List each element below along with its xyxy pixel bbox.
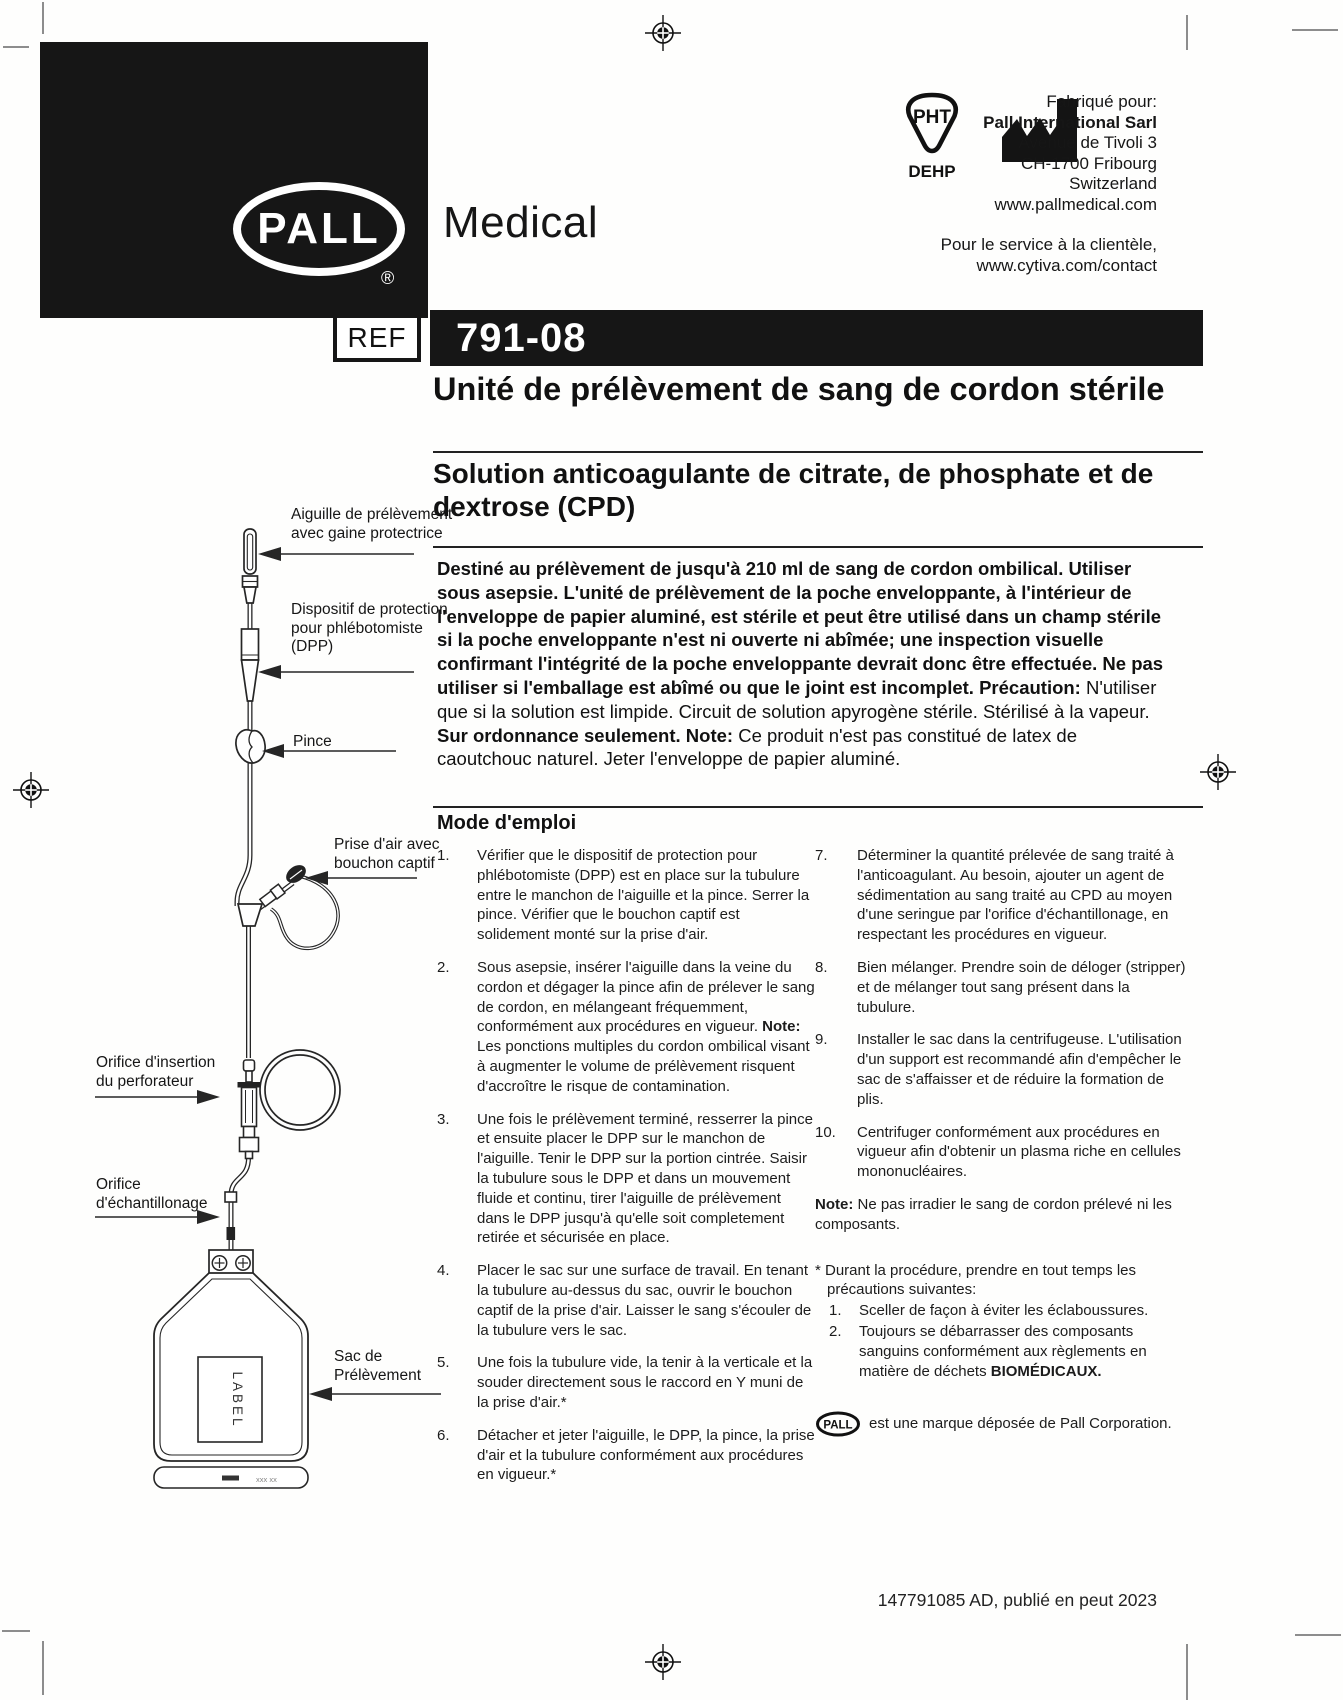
address-line: Switzerland bbox=[1069, 174, 1157, 193]
footnote-item bbox=[815, 1322, 1187, 1381]
footnote-number: 1. bbox=[829, 1302, 842, 1320]
label-needle: Aiguille de prélèvement avec gaine protectrice bbox=[291, 506, 453, 542]
footnote-block bbox=[815, 1261, 1187, 1382]
step-number: 1. bbox=[437, 847, 450, 864]
irradiation-note: Note: Ne pas irradier le sang de cordon prélevé ni les composants. bbox=[815, 1195, 1172, 1233]
dpp-device bbox=[242, 629, 259, 701]
instruction-step bbox=[437, 1353, 815, 1412]
footnote-text: Toujours se débarrasser des composants sanguins conformément aux règlements en matière de déchets BIOMÉDICAUX. bbox=[859, 1322, 1147, 1380]
pall-logo-text: PALL bbox=[257, 204, 381, 253]
note-label: Note: bbox=[685, 724, 734, 746]
air-vent bbox=[259, 861, 309, 907]
pall-oval-logo bbox=[233, 182, 405, 276]
manufacturer-address-block bbox=[857, 92, 1157, 276]
ref-number: 791-08 bbox=[456, 315, 587, 360]
biomedical-bold: BIOMÉDICAUX. bbox=[990, 1362, 1102, 1380]
customer-service-line: Pour le service à la clientèle, bbox=[940, 235, 1157, 254]
step-number: 6. bbox=[437, 1426, 450, 1444]
instruction-step bbox=[437, 1426, 815, 1485]
step-number: 5. bbox=[437, 1354, 450, 1372]
bag-code-text: xxx xx bbox=[256, 1475, 277, 1484]
registration-mark-icon bbox=[12, 771, 50, 809]
y-junction bbox=[238, 904, 262, 926]
tubing-coil bbox=[260, 1050, 340, 1130]
manufacturer-website: www.pallmedical.com bbox=[994, 194, 1157, 214]
customer-service-url: www.cytiva.com/contact bbox=[976, 255, 1157, 275]
instructions-column-left bbox=[437, 846, 815, 1498]
address-line: Avenue de Tivoli 3 bbox=[1018, 133, 1157, 152]
made-for-line: Fabriqué pour: bbox=[1046, 92, 1157, 111]
divider bbox=[433, 806, 1203, 808]
precaution-label: Précaution: bbox=[979, 676, 1081, 698]
label-sampling-port: Orifice d'échantillonage bbox=[96, 1176, 208, 1212]
step-text: Une fois la tubulure vide, la tenir à la verticale et la souder directement sous le raccord en Y muni de la prise d'air.* bbox=[477, 1354, 813, 1411]
trim-mark bbox=[42, 1641, 44, 1695]
step-text: Centrifuger conformément aux procédures en vigueur afin d'obtenir un plasma riche en cellules mononucléaires. bbox=[857, 1123, 1181, 1181]
trim-mark bbox=[1186, 15, 1188, 50]
footnote-text: Sceller de façon à éviter les éclaboussures. bbox=[859, 1302, 1149, 1320]
note-text: Ce produit n'est pas constitué de latex de caoutchouc naturel. Jeter l'enveloppe de papier aluminé. bbox=[437, 724, 1078, 770]
step-text: Déterminer la quantité prélevée de sang traité à l'anticoagulant. Au besoin, ajouter un agent de sédimentation au sang traité au CPD au moyen d'une seringue par l'orifice d'échantillonage, en respectant les procédures en vigueur. bbox=[857, 847, 1174, 944]
product-title: Unité de prélèvement de sang de cordon stérile bbox=[433, 371, 1165, 407]
step-text: Sous asepsie, insérer l'aiguille dans la veine du cordon et dégager la pince afin de prélever le sang de cordon, en mélangeant fréquemment, conformément aux procédures en vigueur. Note: Les ponctions multiples du cordon ombilical visant à augmenter le volume de prélèvement risquent d'accroître le risque de contamination. bbox=[477, 958, 815, 1095]
product-subtitle: Solution anticoagulante de citrate, de phosphate et de dextrose (CPD) bbox=[433, 458, 1154, 522]
footnote-number: 2. bbox=[829, 1322, 842, 1340]
trademark-text: est une marque déposée de Pall Corporation. bbox=[869, 1415, 1172, 1433]
ref-symbol-box: REF bbox=[333, 314, 421, 362]
step-number: 3. bbox=[437, 1110, 450, 1128]
dehp-label: DEHP bbox=[908, 162, 956, 181]
brand-suffix: Medical bbox=[443, 198, 599, 247]
ref-number-bar bbox=[430, 310, 1203, 366]
step-number: 9. bbox=[815, 1031, 828, 1049]
trim-mark bbox=[2, 1630, 30, 1632]
footnote-item bbox=[815, 1301, 1187, 1321]
instruction-step bbox=[815, 1030, 1187, 1109]
collection-bag bbox=[154, 1250, 308, 1488]
pall-small-logo-text: PALL bbox=[823, 1419, 853, 1432]
instruction-step bbox=[815, 958, 1187, 1017]
instruction-step bbox=[437, 958, 815, 1097]
registered-trademark-symbol: ® bbox=[381, 268, 395, 288]
step-text: Installer le sac dans la centrifugeuse. L'utilisation d'un support est recommandé afin d'empêcher le sac de s'affaisser et de réduire la formation de plis. bbox=[857, 1031, 1182, 1108]
trim-mark bbox=[1295, 1634, 1341, 1636]
instruction-step bbox=[815, 846, 1187, 945]
step-number: 4. bbox=[437, 1262, 450, 1280]
step-number: 2. bbox=[437, 958, 450, 976]
manufacturer-name: Pall International Sarl bbox=[983, 112, 1157, 132]
label-air-vent: Prise d'air avec bouchon captif bbox=[334, 836, 440, 872]
spike-port bbox=[238, 1060, 261, 1159]
document-number: 147791085 AD, publié en peut 2023 bbox=[877, 1590, 1157, 1610]
label-clamp: Pince bbox=[293, 733, 332, 750]
instruction-step bbox=[437, 1110, 815, 1249]
step-text: Placer le sac sur une surface de travail. En tenant la tubulure au-dessus du sac, ouvrir le bouchon captif de la prise d'air. Laisser le sang s'écouler de la tubulure vers le sac. bbox=[477, 1262, 812, 1339]
instructions-column-right bbox=[815, 846, 1187, 1437]
precaution-text: N'utiliser que si la solution est limpide. Circuit de solution apyrogène stérile. Stérilisé à la vapeur. bbox=[437, 676, 1157, 722]
instruction-step bbox=[437, 1261, 815, 1340]
step-text: Une fois le prélèvement terminé, resserrer la pince et ensuite placer le DPP sur le manchon de l'aiguille. Tenir le DPP sur la portion cintrée. Saisir la tubulure sous le DPP et dans un mouvement fluide et continu, tirer l'aiguille de prélèvement dans le DPP jusqu'à qu'elle soit completement retirée et sécurisée en place. bbox=[477, 1110, 813, 1247]
rx-only-text: Sur ordonnance seulement. bbox=[437, 724, 686, 746]
registration-mark-icon bbox=[644, 14, 682, 52]
registration-mark-icon bbox=[644, 1643, 682, 1681]
pall-small-oval-icon bbox=[815, 1411, 861, 1437]
pall-logo-box bbox=[40, 42, 428, 318]
label-spike-port: Orifice d'insertion du perforateur bbox=[96, 1054, 216, 1090]
trim-mark bbox=[42, 2, 44, 34]
trademark-line bbox=[815, 1411, 1187, 1437]
label-collection-bag: Sac de Prélèvement bbox=[334, 1348, 422, 1384]
trim-mark bbox=[3, 46, 29, 48]
bag-label-text: LABEL bbox=[230, 1371, 245, 1429]
label-dpp: Dispositif de protection pour phlébotomiste (DPP) bbox=[291, 601, 448, 655]
step-text: Bien mélanger. Prendre soin de déloger (stripper) et de mélanger tout sang présent dans la tubulure. bbox=[857, 958, 1186, 1016]
instruction-step bbox=[815, 1123, 1187, 1182]
instructions-heading: Mode d'emploi bbox=[437, 812, 577, 834]
trim-mark bbox=[1292, 29, 1338, 31]
bag-label-box bbox=[198, 1357, 262, 1442]
step-number: 7. bbox=[815, 847, 828, 864]
address-line: CH-1700 Fribourg bbox=[1020, 153, 1157, 173]
step-text: Détacher et jeter l'aiguille, le DPP, la pince, la prise d'air et la tubulure conformément aux procédures en vigueur.* bbox=[477, 1426, 815, 1484]
needle-assembly bbox=[243, 529, 258, 603]
footnote-intro: * Durant la procédure, prendre en tout temps les précautions suivantes: bbox=[815, 1261, 1137, 1299]
registration-mark-icon bbox=[1199, 753, 1237, 791]
step-number: 10. bbox=[815, 1123, 836, 1141]
intended-use-paragraph bbox=[437, 557, 1164, 771]
trim-mark bbox=[1186, 1644, 1188, 1700]
divider bbox=[433, 451, 1203, 453]
divider bbox=[433, 546, 1203, 548]
step-text: Vérifier que le dispositif de protection pour phlébotomiste (DPP) est en place sur la tubulure entre le manchon de l'aiguille et la pince. Serrer la pince. Vérifier que le bouchon captif est solidement monté sur la prise d'air. bbox=[477, 847, 810, 944]
leader-arrows bbox=[95, 547, 441, 1401]
pinch-clamp bbox=[236, 730, 265, 763]
inline-note-label: Note: bbox=[762, 1018, 801, 1036]
intro-bold-text: Destiné au prélèvement de jusqu'à 210 ml de sang de cordon ombilical. Utiliser sous asepsie. L'unité de prélèvement de la poche enveloppante, à l'intérieur de l'enveloppe de papier aluminé, est stérile et peut être utilisé dans un champ stérile si la poche enveloppante n'est ni ouverte ni abîmée; une inspection visuelle confirmant l'intégrité de la poche enveloppante devrait donc être effectuée. Ne pas utiliser si l'emballage est abîmé ou que le joint est incomplet. bbox=[437, 558, 1164, 698]
instruction-step bbox=[437, 846, 815, 945]
note-label: Note: bbox=[815, 1195, 854, 1213]
step-number: 8. bbox=[815, 958, 828, 976]
pht-label: PHT bbox=[913, 107, 951, 128]
